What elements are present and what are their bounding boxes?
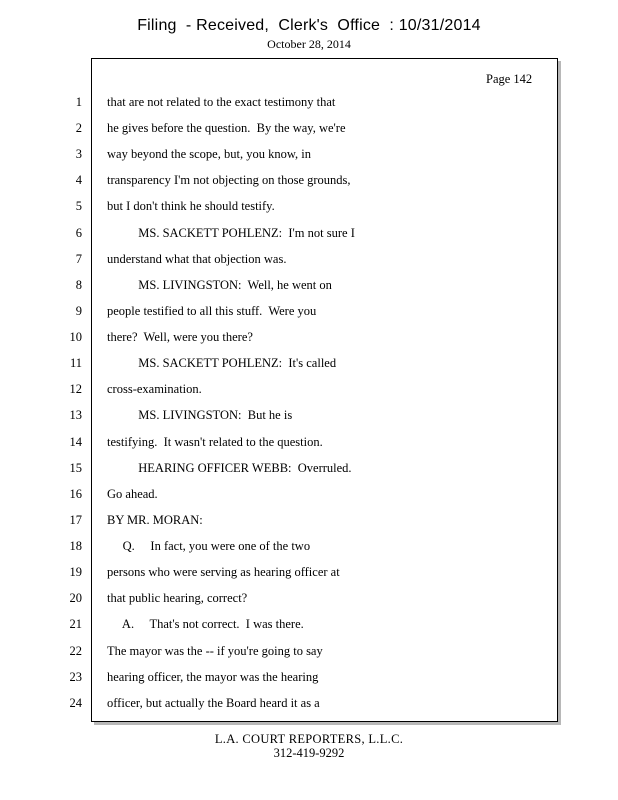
- line-number: 6: [75, 225, 82, 240]
- line-number: 22: [69, 643, 82, 658]
- line-number: 17: [69, 512, 82, 527]
- line-number: 8: [75, 277, 82, 292]
- line-text: there? Well, were you there?: [107, 330, 253, 345]
- line-number: 12: [69, 382, 82, 397]
- line-text: Go ahead.: [107, 486, 158, 501]
- line-number: 1: [75, 95, 82, 109]
- line-number: 2: [75, 121, 82, 136]
- line-text: officer, but actually the Board heard it as a: [107, 695, 320, 710]
- line-text: MS. LIVINGSTON: Well, he went on: [107, 277, 332, 292]
- line-number: 20: [69, 591, 82, 606]
- line-text: BY MR. MORAN:: [107, 512, 203, 527]
- line-number: 16: [69, 486, 82, 501]
- line-text: he gives before the question. By the way, we're: [107, 121, 346, 136]
- line-text: people testified to all this stuff. Were you: [107, 303, 317, 318]
- line-text: A. That's not correct. I was there.: [107, 617, 304, 632]
- line-number: 4: [75, 173, 82, 188]
- line-text: Q. In fact, you were one of the two: [107, 539, 311, 554]
- line-text: persons who were serving as hearing officer at: [107, 565, 340, 580]
- line-number: 10: [69, 330, 82, 345]
- line-text: understand what that objection was.: [107, 251, 287, 266]
- line-text: MS. LIVINGSTON: But he is: [107, 408, 293, 423]
- line-number: 23: [69, 669, 82, 684]
- line-number: 15: [69, 460, 82, 475]
- line-text: testifying. It wasn't related to the question.: [107, 434, 323, 449]
- line-number: 14: [69, 434, 82, 449]
- line-number: 11: [69, 356, 82, 371]
- line-text: MS. SACKETT POHLENZ: I'm not sure I: [107, 225, 355, 240]
- line-text: hearing officer, the mayor was the hearing: [107, 669, 319, 684]
- line-text: transparency I'm not objecting on those grounds,: [107, 173, 351, 188]
- court-reporter-phone: 312-419-9292: [273, 746, 345, 760]
- line-number: 21: [69, 617, 82, 632]
- line-number: 7: [75, 251, 82, 266]
- line-text: The mayor was the -- if you're going to say: [107, 643, 323, 658]
- line-number: 5: [75, 199, 82, 214]
- line-text: way beyond the scope, but, you know, in: [107, 147, 312, 162]
- line-number: 9: [75, 303, 82, 318]
- filing-stamp: Filing - Received, Clerk's Office : 10/31/2014: [137, 17, 481, 34]
- line-number: 3: [75, 147, 82, 162]
- line-text: HEARING OFFICER WEBB: Overruled.: [107, 460, 352, 475]
- line-text: that are not related to the exact testimony that: [107, 95, 336, 109]
- court-reporter-name: L.A. COURT REPORTERS, L.L.C.: [214, 732, 404, 746]
- line-text: but I don't think he should testify.: [107, 199, 275, 214]
- line-number: 13: [69, 408, 82, 423]
- line-text: cross-examination.: [107, 382, 202, 397]
- line-number: 24: [69, 695, 82, 710]
- line-number: 18: [69, 539, 82, 554]
- transcript-date: October 28, 2014: [267, 37, 351, 51]
- line-text: MS. SACKETT POHLENZ: It's called: [107, 356, 337, 371]
- line-text: that public hearing, correct?: [107, 591, 248, 606]
- line-number: 19: [69, 565, 82, 580]
- page-number: Page 142: [486, 72, 533, 86]
